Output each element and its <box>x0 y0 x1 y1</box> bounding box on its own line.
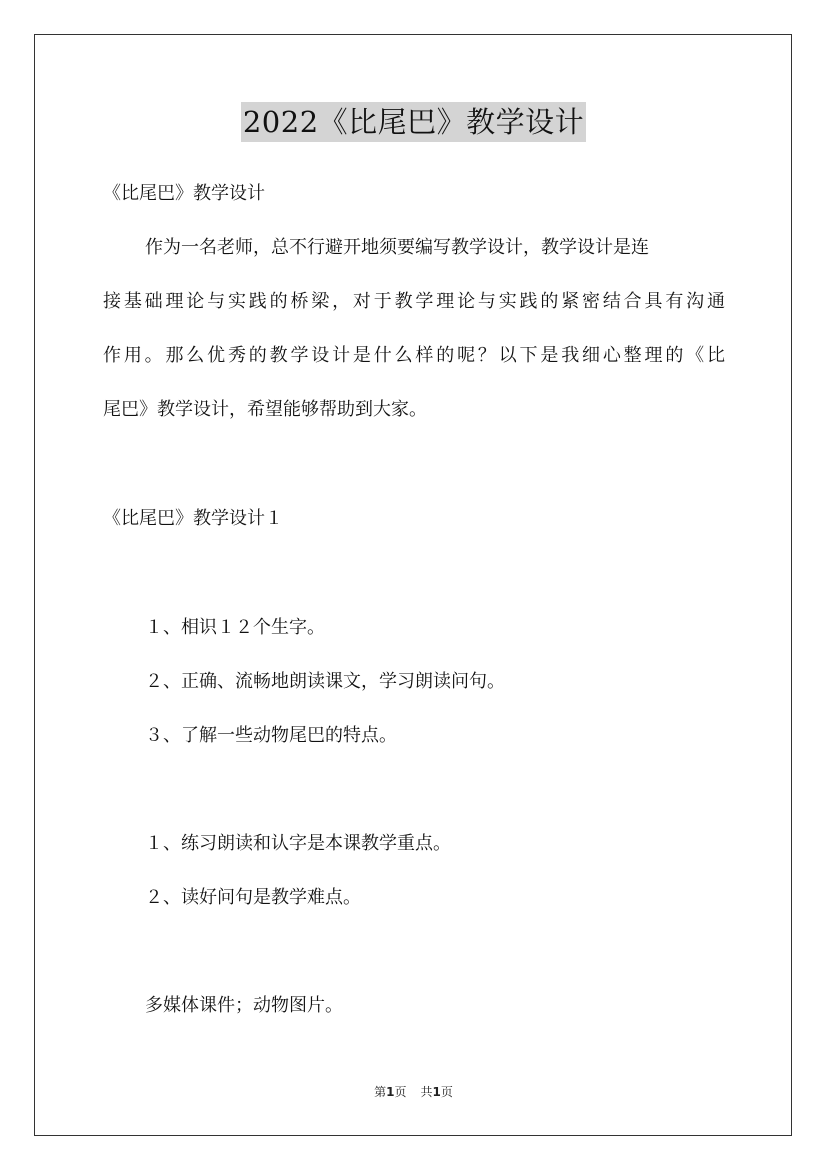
document-subtitle: 《比尾巴》教学设计 <box>103 183 265 204</box>
materials-line: 多媒体课件；动物图片。 <box>145 995 343 1016</box>
title-wrapper <box>0 102 827 142</box>
intro-line-4: 尾巴》教学设计，希望能够帮助到大家。 <box>103 399 427 420</box>
intro-line-1: 作为一名老师，总不行避开地须要编写教学设计，教学设计是连 <box>145 237 649 258</box>
focus-item-1: １、练习朗读和认字是本课教学重点。 <box>145 833 451 854</box>
page-footer <box>0 1083 827 1101</box>
goal-item-3: ３、了解一些动物尾巴的特点。 <box>145 725 397 746</box>
footer-page-current: 1 <box>386 1085 395 1099</box>
section-heading: 《比尾巴》教学设计１ <box>103 508 283 529</box>
document-title: 2022《比尾巴》教学设计 <box>241 102 586 142</box>
footer-page-total: 1 <box>432 1085 441 1099</box>
goal-item-1: １、相识１２个生字。 <box>145 617 325 638</box>
footer-page-suffix: 页 <box>394 1085 407 1099</box>
intro-line-3: 作用。那么优秀的教学设计是什么样的呢？以下是我细心整理的《比 <box>103 345 725 366</box>
footer-total-prefix: 共 <box>420 1085 433 1099</box>
footer-page-prefix: 第 <box>374 1085 387 1099</box>
focus-item-2: ２、读好问句是教学难点。 <box>145 887 361 908</box>
intro-line-2: 接基础理论与实践的桥梁，对于教学理论与实践的紧密结合具有沟通 <box>103 291 725 312</box>
goal-item-2: ２、正确、流畅地朗读课文，学习朗读问句。 <box>145 671 505 692</box>
footer-total-suffix: 页 <box>440 1085 453 1099</box>
